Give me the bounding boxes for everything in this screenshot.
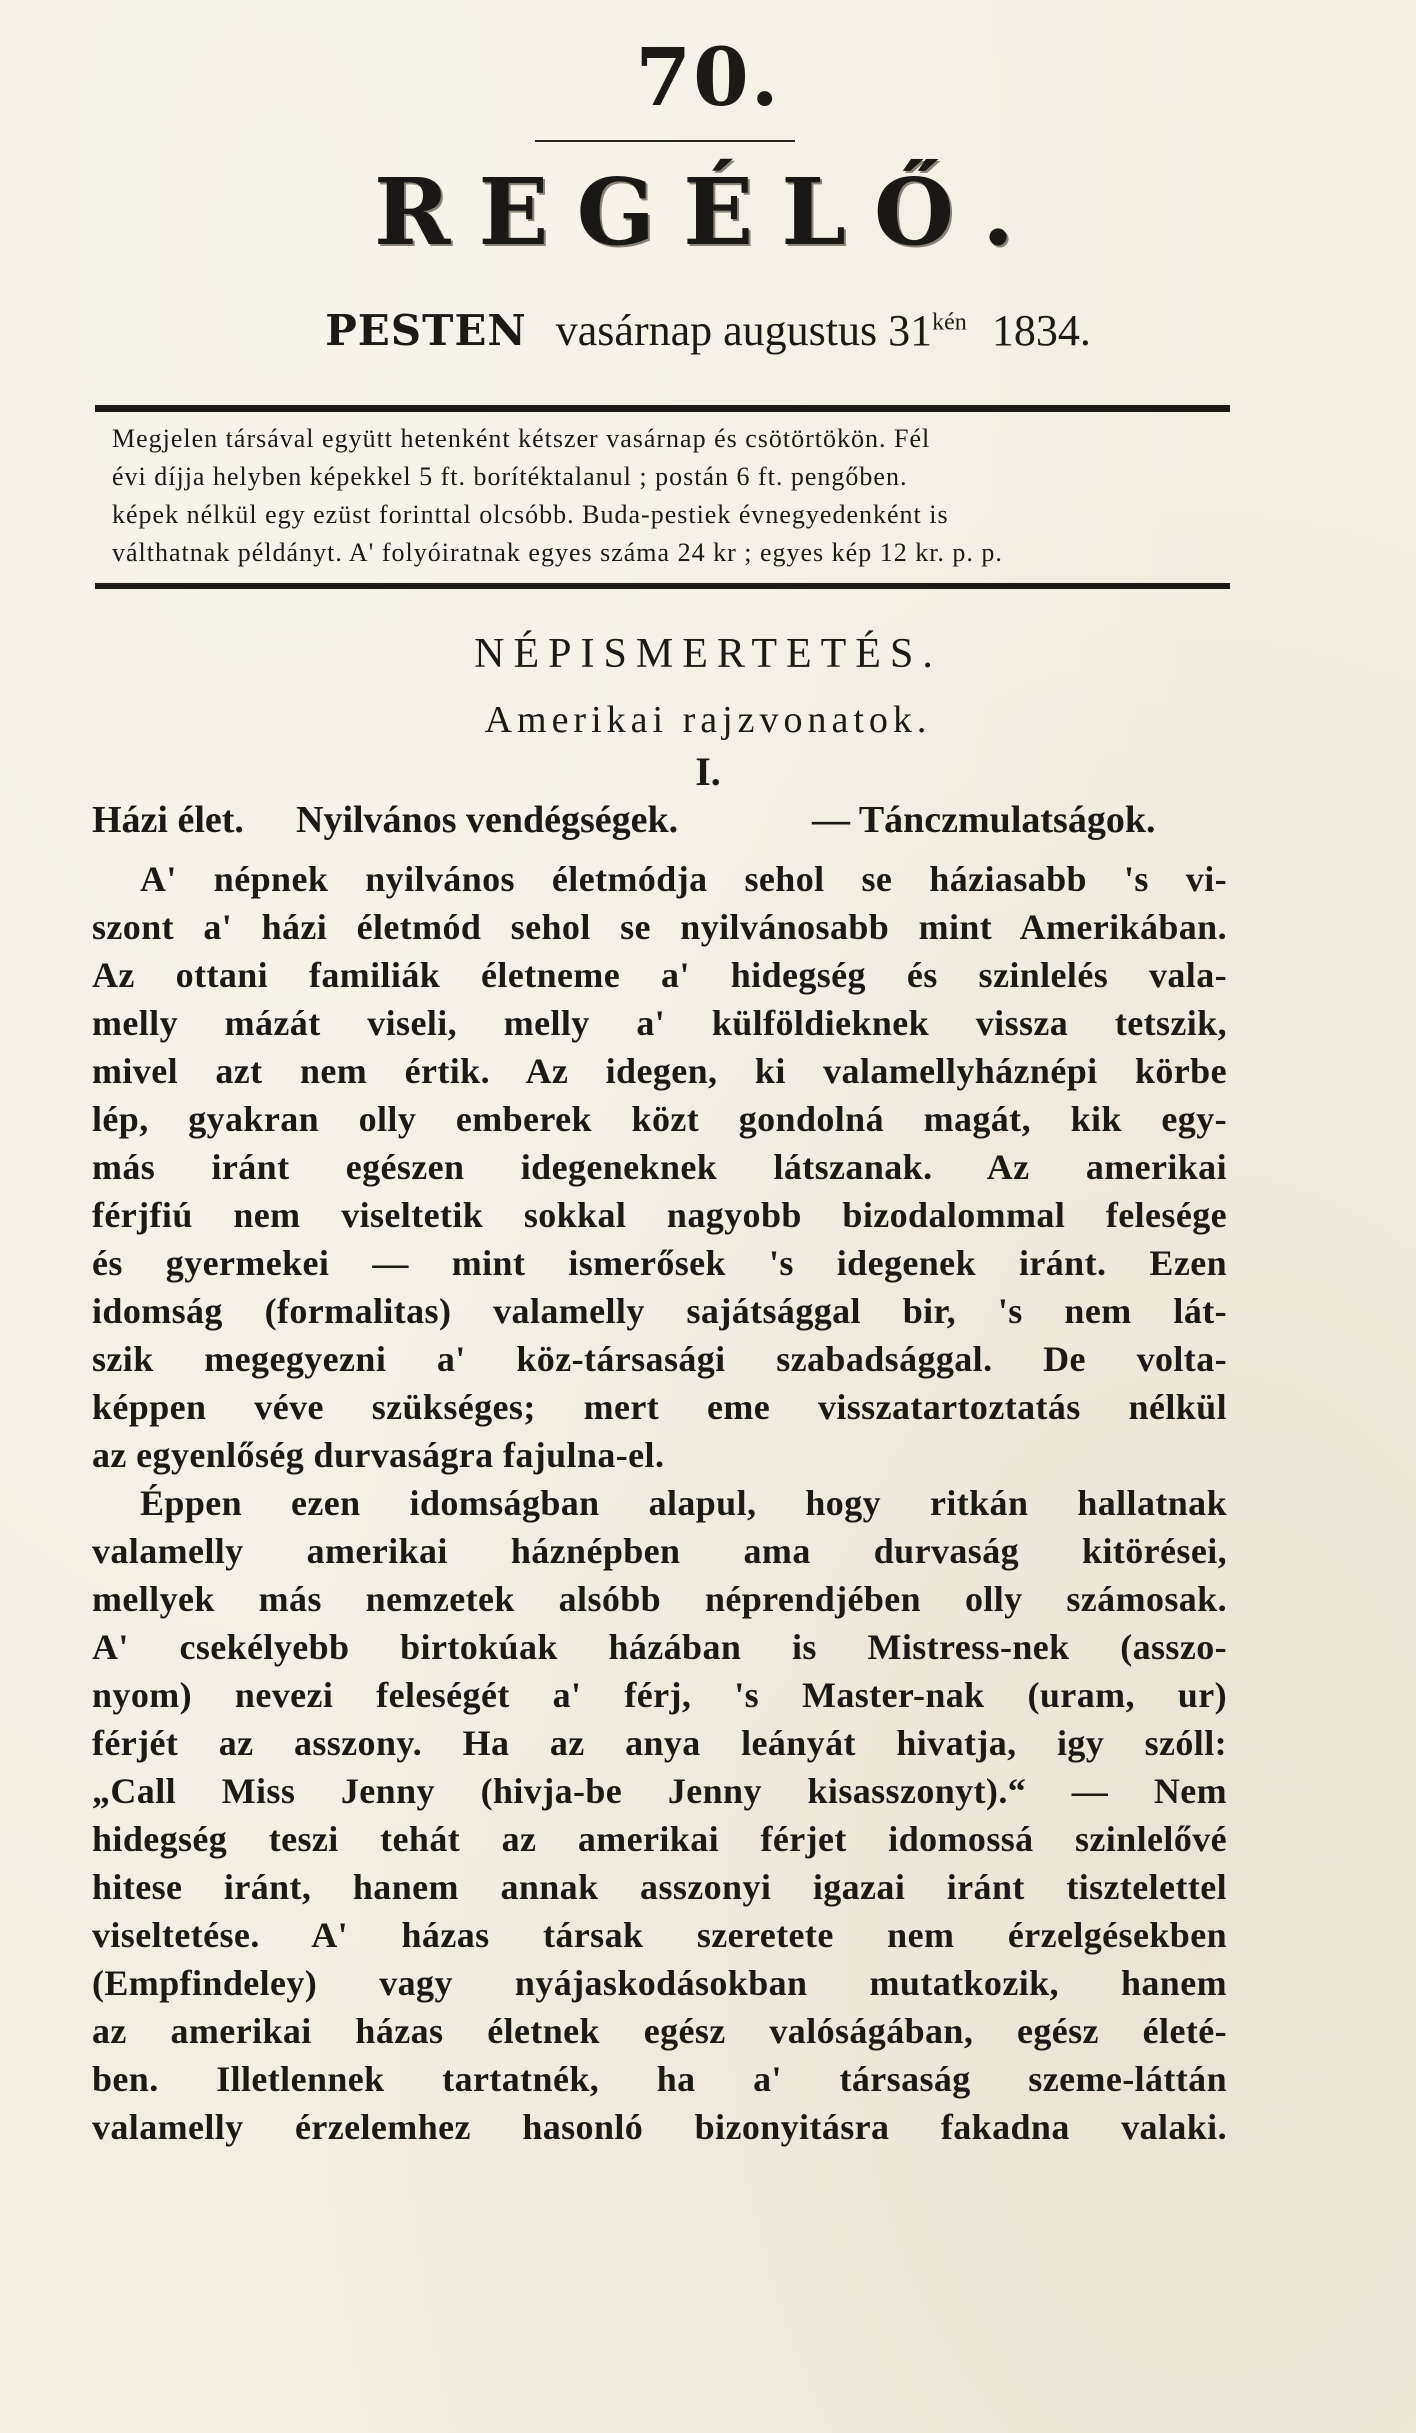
body-line: lép, gyakran olly emberek közt gondolná magát, kik egy- [92, 1099, 1227, 1139]
body-line: „Call Miss Jenny (hivja-be Jenny kisasszonyt).“ — Nem [92, 1771, 1227, 1811]
topic-dances: — Tánczmulatságok. [812, 799, 1156, 841]
body-line: nyom) nevezi feleségét a' férj, 's Master-nak (uram, ur) [92, 1675, 1227, 1715]
body-line: idomság (formalitas) valamelly sajátsággal bir, 's nem lát- [92, 1291, 1227, 1331]
body-line: A' csekélyebb birtokúak házában is Mistress-nek (asszo- [92, 1627, 1227, 1667]
issue-underline [535, 140, 795, 142]
body-line: valamelly amerikai háznépben ama durvaság kitörései, [92, 1531, 1227, 1571]
body-line: és gyermekei — mint ismerősek 's idegenek iránt. Ezen [92, 1243, 1227, 1283]
notice-bottom-rule [95, 583, 1230, 589]
dateline-date: vasárnap augustus 31 [555, 306, 933, 355]
notice-line: válthatnak példányt. A' folyóiratnak egyes száma 24 kr ; egyes kép 12 kr. p. p. [112, 538, 1003, 567]
notice-line: évi díjja helyben képekkel 5 ft. borítéktalanul ; postán 6 ft. pengőben. [112, 462, 908, 491]
dateline-year: 1834. [991, 306, 1091, 355]
article-body [92, 855, 1227, 2151]
notice-line: Megjelen társával együtt hetenként kétszer vasárnap és csötörtökön. Fél [112, 424, 931, 453]
body-line: Éppen ezen idomságban alapul, hogy ritkán hallatnak [140, 1483, 1227, 1523]
body-line: melly mázát viseli, melly a' külföldieknek vissza tetszik, [92, 1003, 1227, 1043]
subscription-notice [112, 420, 1227, 572]
body-line: mivel azt nem értik. Az idegen, ki valamellyháznépi körbe [92, 1051, 1227, 1091]
body-line: viseltetése. A' házas társak szeretete nem érzelgésekben [92, 1915, 1227, 1955]
body-line: mellyek más nemzetek alsóbb néprendjében olly számosak. [92, 1579, 1227, 1619]
body-line: férjét az asszony. Ha az anya leányát hivatja, igy szóll: [92, 1723, 1227, 1763]
body-line: hidegség teszi tehát az amerikai férjet idomossá szinlelővé [92, 1819, 1227, 1859]
article-subtitle: Amerikai rajzvonatok. [484, 699, 932, 741]
section-title: NÉPISMERTETÉS. [474, 631, 942, 677]
body-line: ben. Illetlennek tartatnék, ha a' társaság szeme-láttán [92, 2059, 1227, 2099]
masthead-title: REGÉLŐ. [373, 158, 1043, 266]
body-line: más iránt egészen idegeneknek látszanak. Az amerikai [92, 1147, 1227, 1187]
dateline [0, 305, 1416, 356]
body-line: valamelly érzelemhez hasonló bizonyitásra fakadna valaki. [92, 2107, 1227, 2147]
body-line: az egyenlőség durvaságra fajulna-el. [92, 1435, 665, 1475]
part-numeral: I. [695, 749, 721, 794]
body-line: hitese iránt, hanem annak asszonyi igazai iránt tisztelettel [92, 1867, 1227, 1907]
dateline-city: PESTEN [325, 306, 527, 355]
body-line: férjfiú nem viseltetik sokkal nagyobb bizodalommal felesége [92, 1195, 1227, 1235]
dateline-superscript: kén [932, 309, 967, 336]
body-line: Az ottani familiák életneme a' hidegség és szinlelés vala- [92, 955, 1227, 995]
body-line: (Empfindeley) vagy nyájaskodásokban mutatkozik, hanem [92, 1963, 1227, 2003]
body-line: A' népnek nyilvános életmódja sehol se háziasabb 's vi- [140, 859, 1227, 899]
body-line: képpen véve szükséges; mert eme visszatartoztatás nélkül [92, 1387, 1227, 1427]
body-line: szont a' házi életmód sehol se nyilvánosabb mint Amerikában. [92, 907, 1227, 947]
topic-home-life: Házi élet. [92, 799, 244, 841]
topic-public-feasts: Nyilvános vendégségek. [296, 799, 679, 841]
issue-number: 70. [635, 30, 781, 124]
notice-top-rule [95, 405, 1230, 412]
body-line: az amerikai házas életnek egész valóságában, egész életé- [92, 2011, 1227, 2051]
notice-line: képek nélkül egy ezüst forinttal olcsóbb. Buda-pestiek évnegyedenként is [112, 500, 949, 529]
body-line: szik megegyezni a' köz-társasági szabadsággal. De volta- [92, 1339, 1227, 1379]
